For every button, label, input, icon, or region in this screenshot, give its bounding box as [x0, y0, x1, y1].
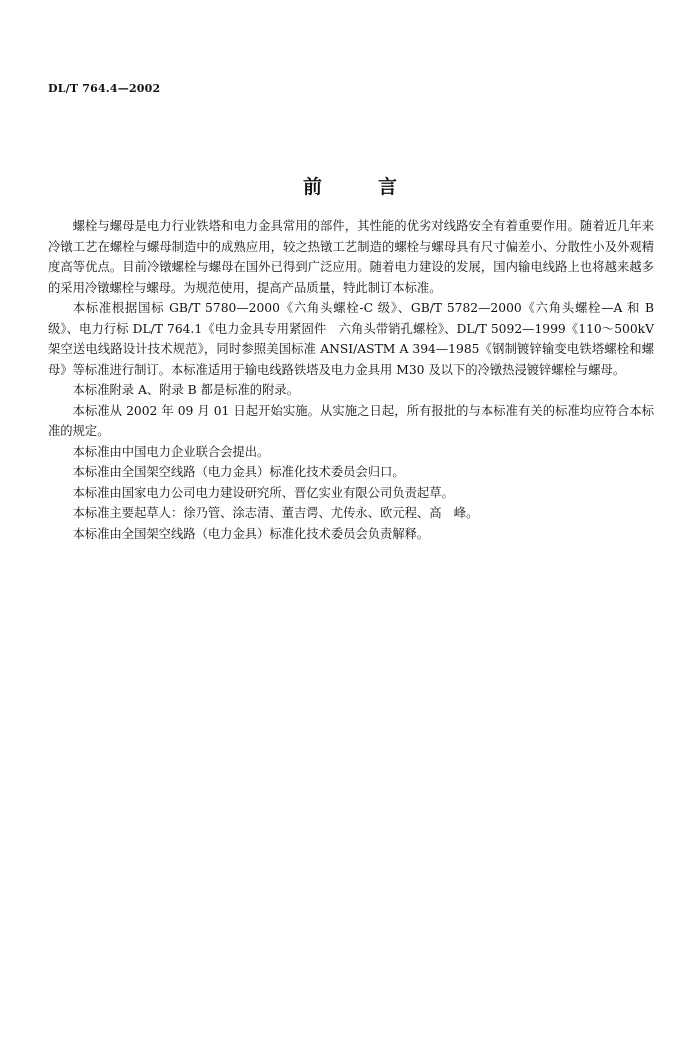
paragraph-interpretation: 本标准由全国架空线路（电力金具）标准化技术委员会负责解释。: [72, 526, 430, 541]
paragraph-effective-date: 本标准从 2002 年 09 月 01 日起开始实施。从实施之日起，所有报批的与本标准有关的标准均应符合本标准的规定。: [48, 403, 654, 438]
standard-code: DL/T 764.4—2002: [48, 82, 161, 95]
paragraph-basis: 本标准根据国标 GB/T 5780—2000《六角头螺栓-C 级》、GB/T 5782—2000《六角头螺栓—A 和 B 级》、电力行标 DL/T 764.1《电力金具专用紧固件 六角头带销孔螺栓》、DL/T 5092—1999《110～500kV 架空送电线路设计技术规范》，同时参照美国标准 ANSI/ASTM A 394—1985《钢制镀锌输变电铁塔螺栓和螺母》等标准进行制订。本标准适用于输电线路铁塔及电力金具用 M30 及以下的冷镦热浸镀锌螺栓与螺母。: [48, 301, 654, 377]
paragraph-proposer: 本标准由中国电力企业联合会提出。: [72, 444, 270, 459]
paragraph-intro: 螺栓与螺母是电力行业铁塔和电力金具常用的部件，其性能的优劣对线路安全有着重要作用。随着近几年来冷镦工艺在螺栓与螺母制造中的成熟应用，较之热镦工艺制造的螺栓与螺母具有尺寸偏差小、分散性小及外观精度高等优点。目前冷镦螺栓与螺母在国外已得到广泛应用。随着电力建设的发展，国内输电线路上也将越来越多的采用冷镦螺栓与螺母。为规范使用，提高产品质量，特此制订本标准。: [48, 219, 654, 295]
paragraph-administrator: 本标准由全国架空线路（电力金具）标准化技术委员会归口。: [72, 465, 405, 479]
paragraph-drafters: 本标准主要起草人：徐乃管、涂志清、董吉谔、尤传永、欧元程、高 峰。: [72, 506, 479, 520]
paragraph-drafting-org: 本标准由国家电力公司电力建设研究所、晋亿实业有限公司负责起草。: [72, 485, 454, 500]
preface-body: [48, 216, 654, 544]
page-title: 前言: [302, 176, 453, 198]
paragraph-appendix: 本标准附录 A、附录 B 都是标准的附录。: [72, 383, 299, 397]
